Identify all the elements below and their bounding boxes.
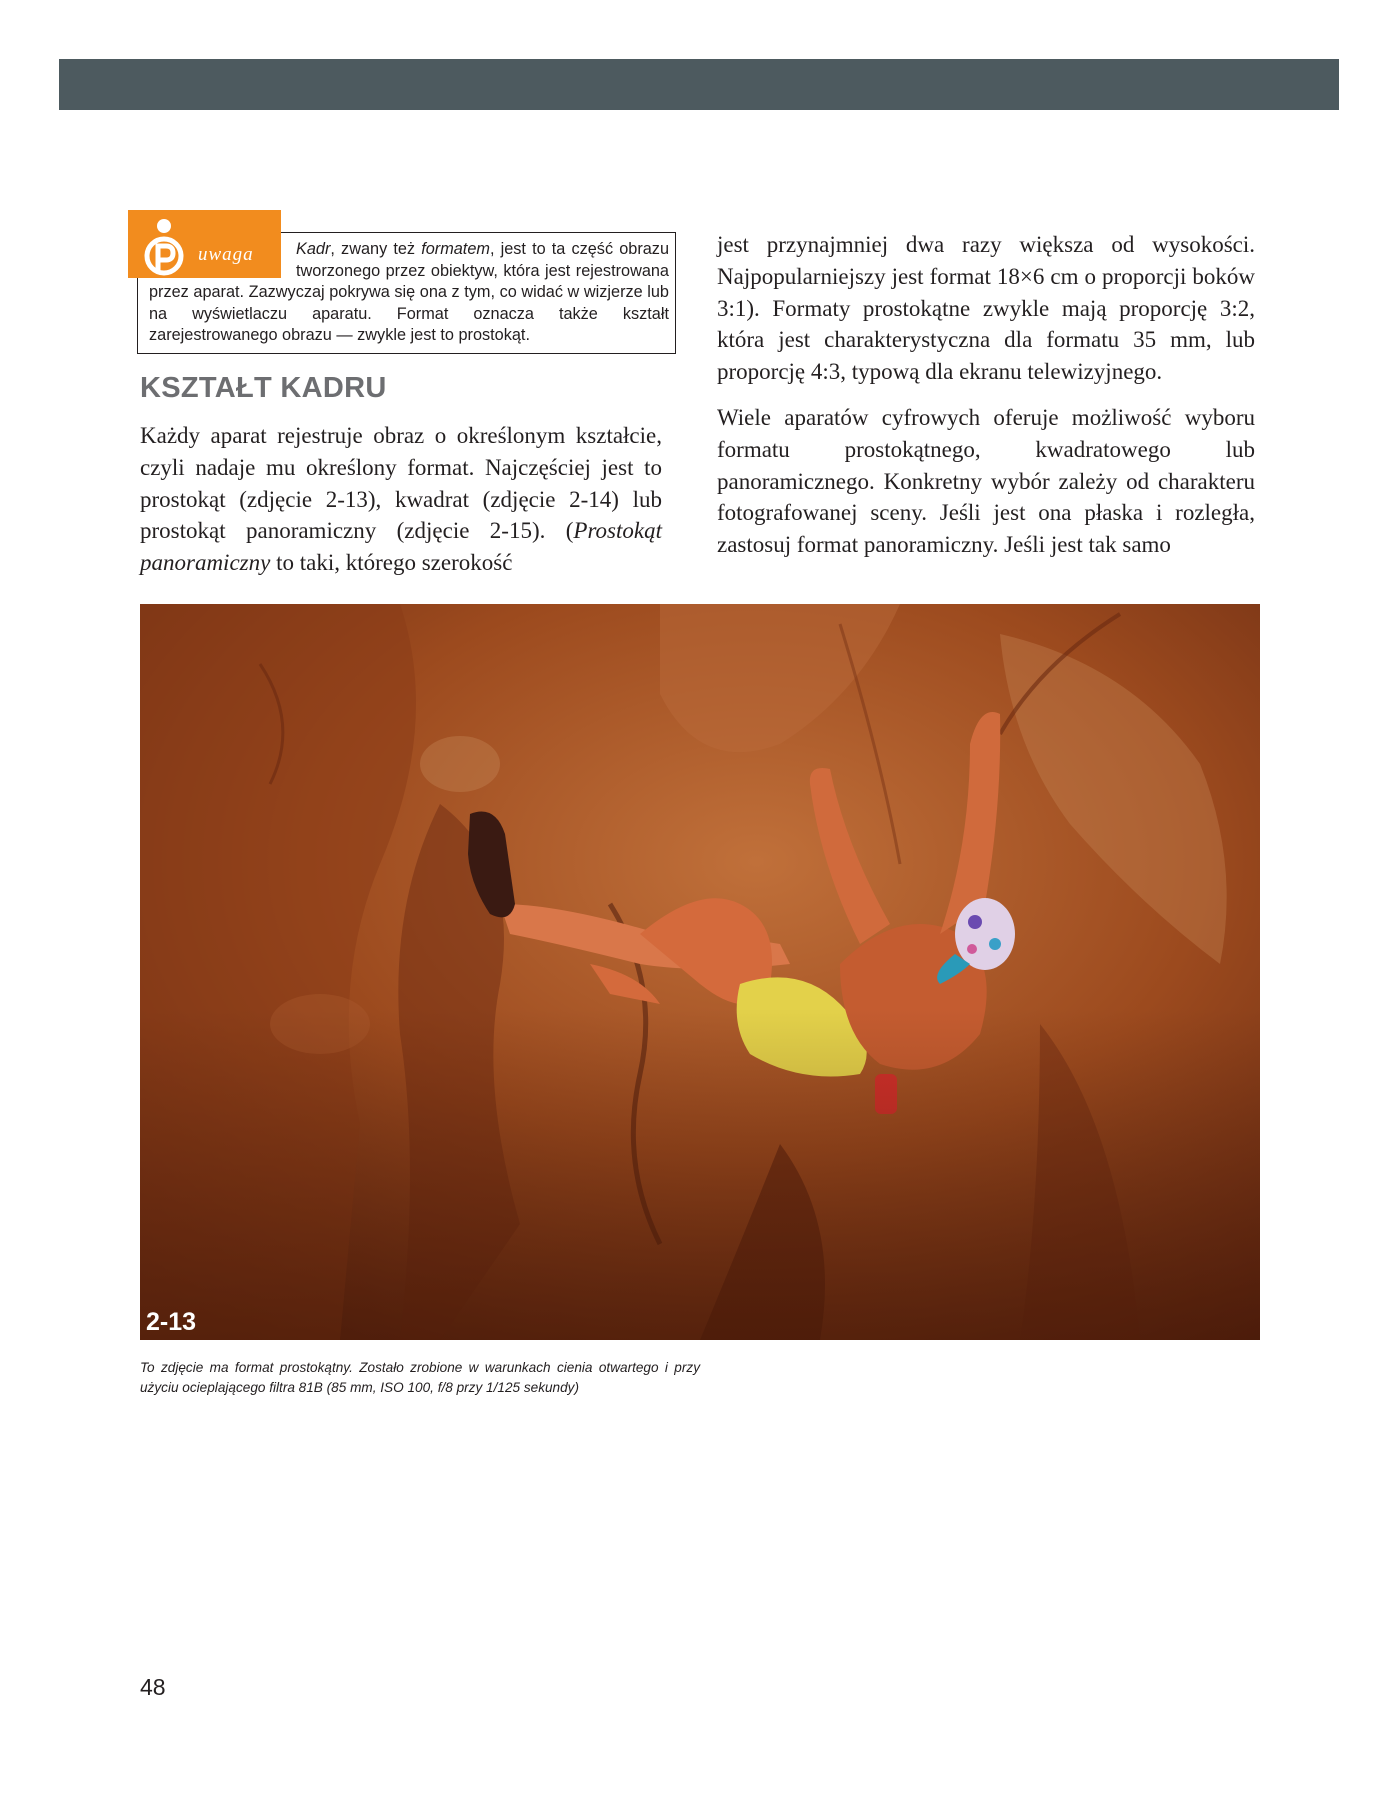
body-right-paragraph-1: jest przynajmniej dwa razy większa od wysokości. Najpopularniejszy jest format 18×6 cm o proporcji boków 3:1). Formaty prostokątne zwykle mają proporcję 3:2, która jest charakterystyczna dla formatu 35 mm, lub proporcję 4:3, typową dla ekranu telewizyjnego. [717,232,1255,385]
figure-number: 2-13 [146,1308,197,1336]
note-label: uwaga [198,244,254,265]
body-left-seg-1: Prostokąt panoramiczny [140,518,662,576]
body-left-seg-0: Każdy aparat rejestruje obraz o określonym kształcie, czyli nadaje mu określony format. Najczęściej jest to prostokąt (zdjęcie 2-13), kwadrat (zdjęcie 2-14) lub prostokąt panoramiczny (zdjęcie 2-15). ( [140,423,662,544]
body-right-column [717,229,1255,561]
section-heading: KSZTAŁT KADRU [140,372,387,404]
page-number: 48 [140,1674,166,1700]
body-right-paragraph-2: Wiele aparatów cyfrowych oferuje możliwość wyboru formatu prostokątnego, kwadratowego lub panoramicznego. Konkretny wybór zależy od charakteru fotografowanej sceny. Jeśli jest ona płaska i rozległa, zastosuj format panoramiczny. Jeśli jest tak samo [717,404,1255,558]
body-left-paragraph [140,420,662,579]
header-bar [59,59,1339,110]
note-text-seg-1: , zwany też [330,240,422,258]
figure-caption: To zdjęcie ma format prostokątny. Zostało zrobione w warunkach cienia otwartego i przy użyciu ocieplającego filtra 81B (85 mm, ISO 100, f/8 przy 1/125 sekundy) [140,1360,700,1395]
body-left-seg-2: to taki, którego szerokość [270,550,513,576]
body-left-column [140,420,662,579]
note-text-seg-0: Kadr [296,240,331,258]
note-text [149,239,669,347]
climber-photo [140,604,1260,1340]
note-text-seg-2: formatem [421,240,490,258]
note-text-seg-3: , jest to ta część obrazu tworzonego przez obiektyw, która jest rejestrowana przez aparat. Zazwyczaj pokrywa się ona z tym, co widać w wizjerze lub na wyświetlaczu aparatu. Format oznacza także kształt zarejestrowanego obrazu — zwykle jest to prostokąt. [149,240,669,344]
climber-photo-illustration [140,604,1260,1340]
